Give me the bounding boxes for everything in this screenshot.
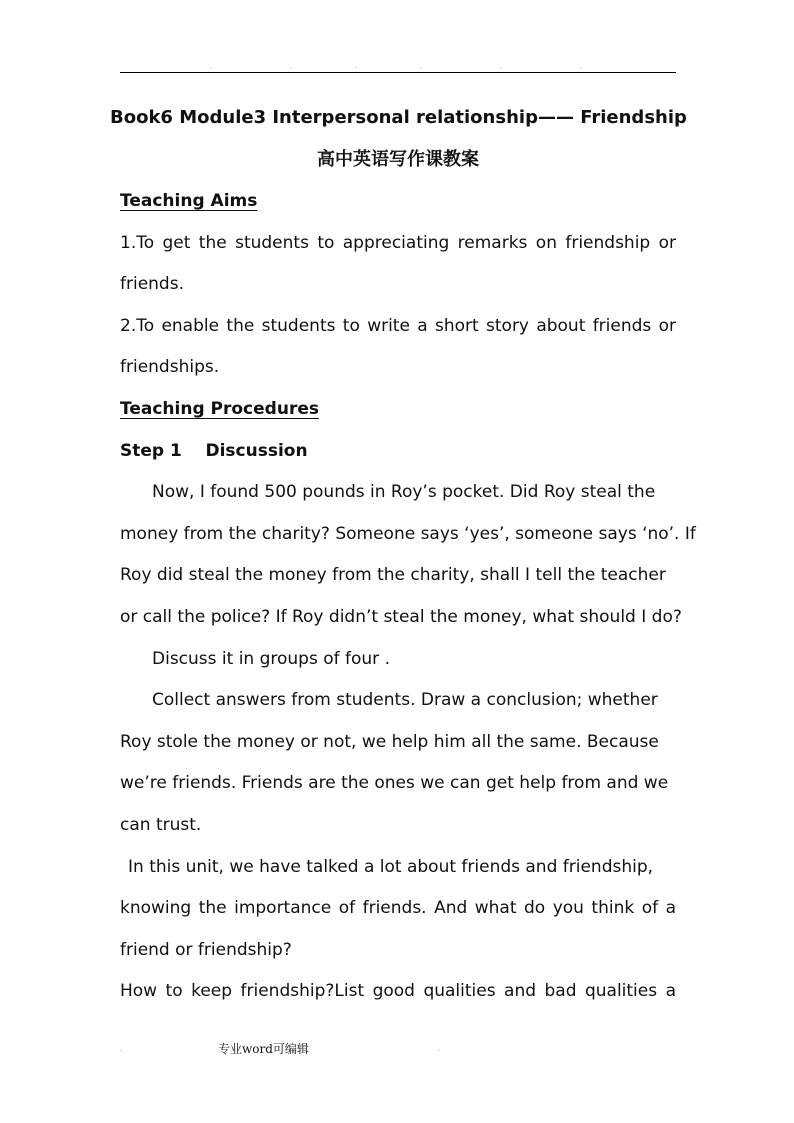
teaching-procedures-heading: Teaching Procedures — [120, 398, 319, 419]
step-1-heading: Step 1 Discussion — [120, 440, 308, 461]
header-dot: . — [210, 63, 212, 70]
paragraph-line: knowing the importance of friends. And what do you think of a — [120, 898, 676, 919]
footer-dot: . — [120, 1046, 122, 1053]
header-dot: . — [290, 63, 292, 70]
aim-2-line-1: 2.To enable the students to write a short story about friends or — [120, 315, 676, 336]
paragraph-line: In this unit, we have talked a lot about friends and friendship, — [128, 856, 654, 877]
aim-1-line-1: 1.To get the students to appreciating remarks on friendship or — [120, 232, 676, 253]
aim-1-line-2: friends. — [120, 274, 184, 295]
paragraph-line: money from the charity? Someone says ‘yes’, someone says ‘no’. If — [120, 523, 696, 544]
paragraph-line: Discuss it in groups of four . — [152, 648, 390, 669]
document-body — [110, 97, 696, 1013]
document-title: Book6 Module3 Interpersonal relationship—— Friendship — [110, 107, 687, 128]
paragraph-line: Roy stole the money or not, we help him all the same. Because — [120, 731, 659, 752]
paragraph-line: Collect answers from students. Draw a conclusion; whether — [152, 690, 658, 711]
paragraph-line: How to keep friendship?List good qualities and bad qualities a — [120, 981, 676, 1002]
footer-text: 专业word可编辑 — [218, 1042, 309, 1056]
header-dot: . — [580, 63, 582, 70]
teaching-aims-heading: Teaching Aims — [120, 191, 258, 211]
footer-dot: . — [438, 1046, 440, 1053]
paragraph-line: friend or friendship? — [120, 939, 292, 960]
paragraph-line: Now, I found 500 pounds in Roy’s pocket. Did Roy steal the — [152, 482, 656, 503]
paragraph-line: we’re friends. Friends are the ones we can get help from and we — [120, 773, 669, 794]
header-dot: . — [420, 63, 422, 70]
header-dot: . — [500, 63, 502, 70]
page-footer — [0, 1040, 794, 1060]
paragraph-line: or call the police? If Roy didn’t steal the money, what should I do? — [120, 606, 682, 627]
header-dot: . — [355, 63, 357, 70]
paragraph-line: can trust. — [120, 814, 202, 835]
aim-2-line-2: friendships. — [120, 357, 220, 378]
document-subtitle: 高中英语写作课教案 — [317, 149, 479, 170]
paragraph-line: Roy did steal the money from the charity, shall I tell the teacher — [120, 565, 666, 586]
header-rule — [120, 72, 676, 73]
